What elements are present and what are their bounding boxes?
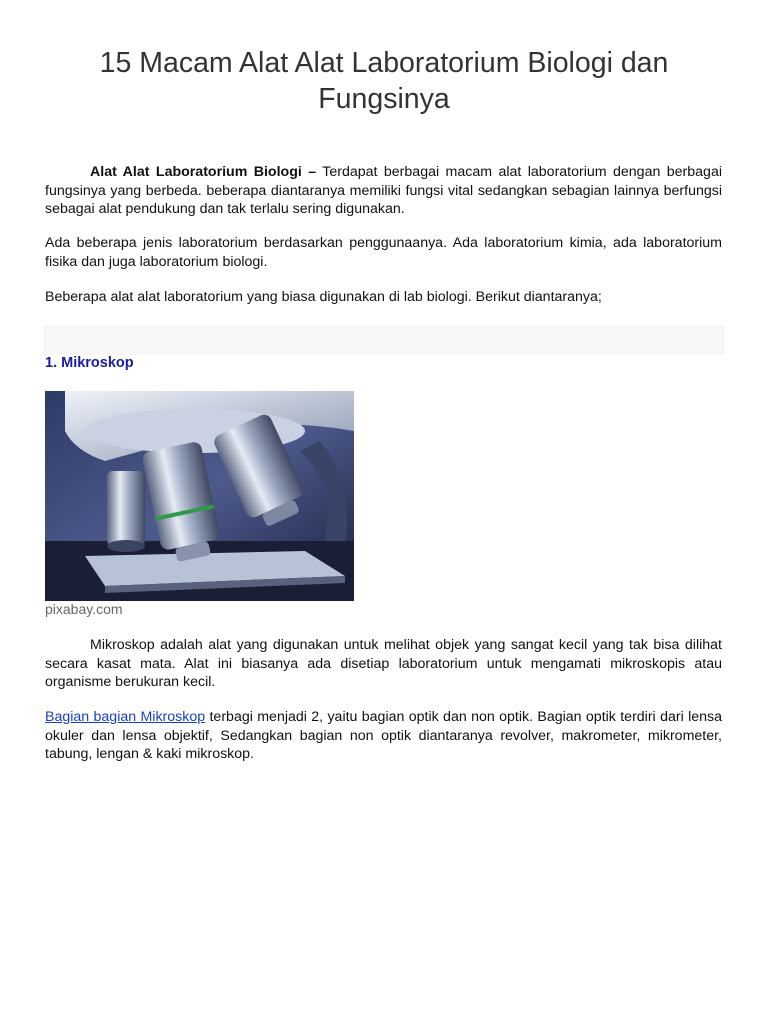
- tools-intro-paragraph: Beberapa alat alat laboratorium yang biasa digunakan di lab biologi. Berikut diantaranya;: [45, 289, 602, 305]
- section-heading-mikroskop: 1. Mikroskop: [45, 355, 134, 371]
- page-title: 15 Macam Alat Alat Laboratorium Biologi dan Fungsinya: [99, 47, 669, 115]
- mikroskop-parts-paragraph: [45, 708, 722, 764]
- mikroskop-description: Mikroskop adalah alat yang digunakan untuk melihat objek yang sangat kecil yang tak bisa dilihat secara kasat mata. Alat ini biasanya ada disetiap laboratorium untuk mengamati mikroskopis atau organisme berukuran kecil.: [45, 637, 722, 690]
- image-caption: pixabay.com: [45, 601, 123, 617]
- ad-placeholder-band: [43, 325, 725, 355]
- intro-lead: Alat Alat Laboratorium Biologi –: [90, 164, 317, 180]
- microscope-photo: [45, 391, 354, 601]
- intro-paragraph: [45, 163, 722, 219]
- bagian-mikroskop-link[interactable]: Bagian bagian Mikroskop: [45, 709, 206, 725]
- mikroskop-parts-text: terbagi menjadi 2, yaitu bagian optik dan non optik. Bagian optik terdiri dari lensa okuler dan lensa objektif, Sedangkan bagian non optik diantaranya revolver, makrometer, mikrometer, tabung, lengan & kaki mikroskop.: [45, 709, 722, 762]
- intro-text: Terdapat berbagai macam alat laboratorium dengan berbagai fungsinya yang berbeda. beberapa diantaranya memiliki fungsi vital sedangkan sebagian lainnya berfungsi sebagai alat pendukung dan tak terlalu sering digunakan.: [45, 164, 722, 217]
- lab-types-paragraph: Ada beberapa jenis laboratorium berdasarkan penggunaanya. Ada laboratorium kimia, ada laboratorium fisika dan juga laboratorium biologi.: [45, 235, 722, 270]
